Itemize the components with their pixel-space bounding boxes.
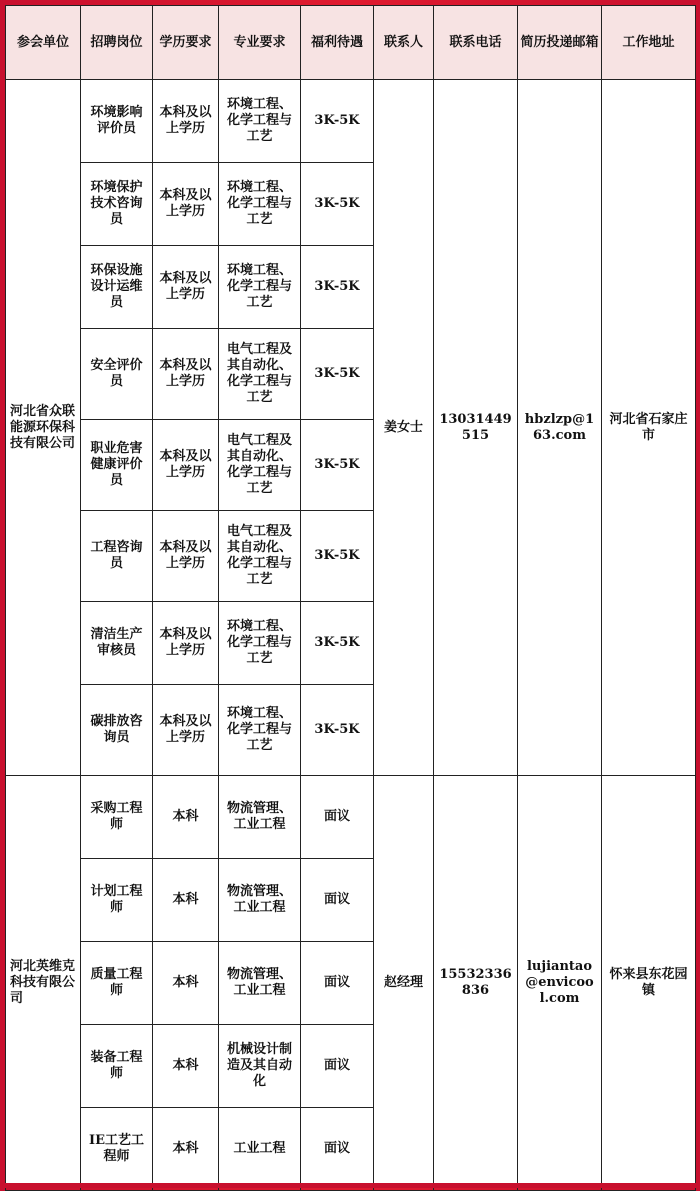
job-title: 质量工程师 [81,942,153,1025]
job-education: 本科及以上学历 [153,329,219,420]
header-company: 参会单位 [6,6,81,80]
job-salary: 3K-5K [301,80,374,163]
job-salary: 面议 [301,1108,374,1191]
job-salary: 3K-5K [301,602,374,685]
company-name: 河北省众联能源环保科技有限公司 [6,80,81,776]
bottom-border-bar [0,1183,700,1188]
job-title: 安全评价员 [81,329,153,420]
table-row [6,80,696,163]
job-salary: 3K-5K [301,329,374,420]
job-education: 本科 [153,942,219,1025]
job-major: 环境工程、化学工程与工艺 [219,685,301,776]
job-education: 本科及以上学历 [153,80,219,163]
job-title: 环保设施设计运维员 [81,246,153,329]
job-major: 物流管理、工业工程 [219,776,301,859]
recruitment-sheet [5,5,695,1183]
job-education: 本科及以上学历 [153,685,219,776]
job-education: 本科 [153,859,219,942]
job-title: 清洁生产审核员 [81,602,153,685]
job-title: 工程咨询员 [81,511,153,602]
job-title: 环境保护技术咨询员 [81,163,153,246]
contact-person: 姜女士 [374,80,434,776]
job-education: 本科及以上学历 [153,246,219,329]
recruitment-table [5,5,696,1191]
job-title: 采购工程师 [81,776,153,859]
job-salary: 面议 [301,1025,374,1108]
job-title: 装备工程师 [81,1025,153,1108]
job-salary: 3K-5K [301,685,374,776]
job-major: 机械设计制造及其自动化 [219,1025,301,1108]
job-major: 环境工程、化学工程与工艺 [219,602,301,685]
header-phone: 联系电话 [434,6,518,80]
job-salary: 面议 [301,776,374,859]
job-education: 本科及以上学历 [153,511,219,602]
job-education: 本科及以上学历 [153,602,219,685]
resume-email: hbzlzp@163.com [518,80,602,776]
job-salary: 面议 [301,859,374,942]
header-salary: 福利待遇 [301,6,374,80]
job-major: 环境工程、化学工程与工艺 [219,246,301,329]
header-major: 专业要求 [219,6,301,80]
table-header-row [6,6,696,80]
table-row [6,776,696,859]
job-title: 碳排放咨询员 [81,685,153,776]
job-education: 本科及以上学历 [153,163,219,246]
contact-phone: 13031449515 [434,80,518,776]
job-major: 环境工程、化学工程与工艺 [219,163,301,246]
job-major: 环境工程、化学工程与工艺 [219,80,301,163]
company-name: 河北英维克科技有限公司 [6,776,81,1191]
job-title: IE工艺工程师 [81,1108,153,1191]
job-major: 电气工程及其自动化、化学工程与工艺 [219,420,301,511]
job-education: 本科 [153,1025,219,1108]
job-major: 物流管理、工业工程 [219,942,301,1025]
contact-person: 赵经理 [374,776,434,1191]
job-education: 本科 [153,776,219,859]
job-salary: 3K-5K [301,511,374,602]
work-address: 河北省石家庄市 [602,80,696,776]
contact-phone: 15532336836 [434,776,518,1191]
job-major: 电气工程及其自动化、化学工程与工艺 [219,329,301,420]
work-address: 怀来县东花园镇 [602,776,696,1191]
job-salary: 面议 [301,942,374,1025]
header-address: 工作地址 [602,6,696,80]
job-salary: 3K-5K [301,163,374,246]
header-email: 简历投递邮箱 [518,6,602,80]
job-major: 物流管理、工业工程 [219,859,301,942]
header-position: 招聘岗位 [81,6,153,80]
job-major: 工业工程 [219,1108,301,1191]
job-title: 环境影响评价员 [81,80,153,163]
resume-email: lujiantao@envicool.com [518,776,602,1191]
header-contact: 联系人 [374,6,434,80]
job-salary: 3K-5K [301,246,374,329]
job-title: 计划工程师 [81,859,153,942]
header-education: 学历要求 [153,6,219,80]
job-major: 电气工程及其自动化、化学工程与工艺 [219,511,301,602]
job-education: 本科 [153,1108,219,1191]
job-salary: 3K-5K [301,420,374,511]
job-education: 本科及以上学历 [153,420,219,511]
job-title: 职业危害健康评价员 [81,420,153,511]
